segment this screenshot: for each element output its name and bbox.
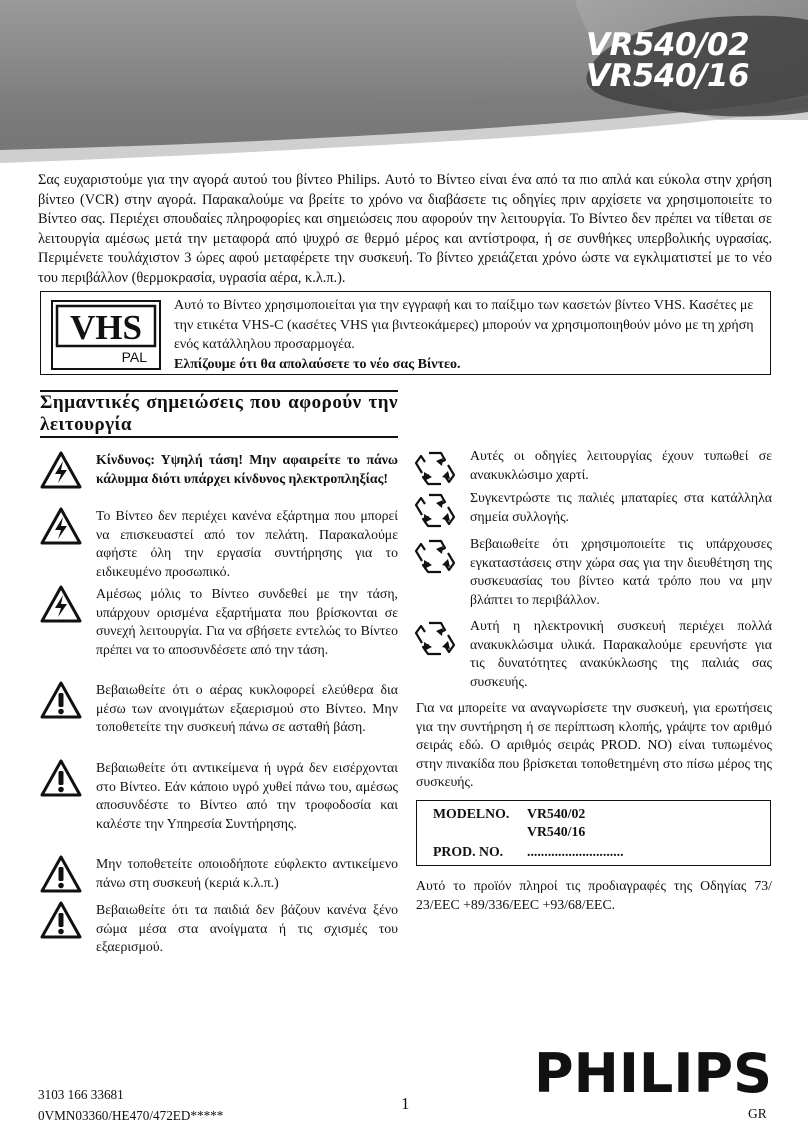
philips-logo: [532, 1042, 774, 1098]
vhs-info-box: [40, 291, 771, 375]
prod-no-value: ............................: [527, 844, 624, 859]
high-voltage-warning-icon: [40, 451, 82, 489]
warning-text: Το Βίντεο δεν περιέχει κανένα εξάρτημα που μπορεί να επισκευαστεί από τον πελάτη. Παρακαλούμε αφήστε όλη την εργασία συντήρησης για το ειδικευμένο προσωπικό.: [96, 508, 398, 579]
caution-exclamation-icon: [40, 855, 82, 893]
recycling-text: Συγκεντρώστε τις παλιές μπαταρίες στα κατάλληλα σημεία συλλογής.: [470, 490, 772, 524]
model-no-value-1: VR540/02: [527, 806, 586, 821]
caution-exclamation-icon: [40, 759, 82, 797]
vhs-info-text: [174, 296, 764, 374]
section-rule-bottom: [40, 436, 398, 438]
model-title-line-1: VR540/02: [586, 27, 750, 63]
high-voltage-warning-icon: [40, 585, 82, 623]
recycle-icon: [414, 617, 456, 659]
high-voltage-warning-icon: [40, 507, 82, 545]
serial-number-paragraph: Για να μπορείτε να αναγνωρίσετε την συσκευή, για ερωτήσεις για την συντήρηση ή σε περίπτωση κλοπής, γράψτε τον αριθμό σειράς εδώ. Ο αριθμός σειράς PROD. NO) είναι τυπωμένος στην πινακίδα που βρίσκεται τοποθετημένη στο πίσω μέρος της συσκευής.: [416, 700, 772, 790]
model-no-value-2: VR540/16: [527, 824, 586, 839]
warning-text: Μην τοποθετείτε οποιοδήποτε εύφλεκτο αντικείμενο πάνω στη συσκευή (κεριά κ.λ.π.): [96, 856, 398, 890]
prod-no-label: PROD. NO.: [433, 844, 504, 859]
warning-text: Αμέσως μόλις το Βίντεο συνδεθεί με την τάση, υπάρχουν ορισμένα εξαρτήματα που βρίσκονται σε συνεχή λειτουργία. Για να σβήσετε εντελώς το Βίντεο πρέπει να το αποσυνδέσετε από την τάση.: [96, 586, 398, 657]
footer-codes: [38, 1085, 358, 1126]
language-code: GR: [748, 1106, 767, 1121]
recycle-icon: [414, 447, 456, 489]
vhs-logo-text: VHS: [70, 308, 142, 347]
vhs-info-bold: Ελπίζουμε ότι θα απολαύσετε το νέο σας Βίντεο.: [174, 356, 461, 372]
vhs-pal-logo: [51, 300, 161, 370]
model-title-line-2: VR540/16: [586, 58, 750, 94]
footer-code-1: 3103 166 33681: [38, 1087, 124, 1102]
recycle-icon: [414, 489, 456, 531]
pal-logo-text: PAL: [121, 349, 147, 365]
model-no-label: MODELNO.: [433, 806, 510, 821]
warning-text: Βεβαιωθείτε ότι ο αέρας κυκλοφορεί ελεύθερα δια μέσω των ανοιγμάτων εξαερισμού στο Βίντεο. Μην τοποθετείτε την συσκευή πάνω σε ασταθή βάση.: [96, 682, 398, 735]
vhs-info-body: Αυτό το Βίντεο χρησιμοποιείται για την εγγραφή και το παίξιμο των κασετών βίντεο VHS. Κασέτες με την ετικέτα VHS-C (κασέτες VHS για βιντεοκάμερες) μπορούν να χρησιμοποιηθούν μόνο με τη χρήση ενός κατάλληλου προσαρμογέα.: [174, 298, 754, 353]
compliance-statement: Αυτό το προϊόν πληροί τις προδιαγραφές της Οδηγίας 73/ 23/EEC +89/336/EEC +93/68/EEC.: [416, 878, 772, 912]
recycle-icon: [414, 535, 456, 577]
header-band: [0, 0, 808, 165]
intro-paragraph: Σας ευχαριστούμε για την αγορά αυτού του βίντεο Philips. Αυτό το Βίντεο είναι ένα από τα πιο απλά και εύκολα στην χρήση βίντεο (VCR) στην αγορά. Παρακαλούμε να βρείτε το χρόνο να διαβάσετε τις οδηγίες πριν αρχίσετε να χρησιμοποιείτε το Βίντεο σας. Περιέχει σπουδαίες πληροφορίες και σημειώσεις που αφορούν την λειτουργία. Το Βίντεο δεν πρέπει να τίθεται σε λειτουργία αμέσως μετά την μεταφορά από ψυχρό σε θερμό μέρος και αντίστροφα, ή σε συνθήκες υπερβολικής υγρασίας. Περιμένετε τουλάχιστον 3 ώρες αφού μεταφέρετε την συσκευή. Το βίντεο χρειάζεται χρόνο ώστε να εγκλιματιστεί με το νέο του περιβάλλον (θερμοκρασία, υγρασία αέρα, κ.λ.π.).: [38, 172, 772, 286]
model-number-box: [416, 800, 771, 866]
warning-text: Κίνδυνος: Υψηλή τάση! Μην αφαιρείτε το πάνω κάλυμμα διότι υπάρχει κίνδυνος ηλεκτροπληξίας!: [96, 452, 398, 486]
model-title: [556, 27, 786, 94]
recycling-text: Αυτή η ηλεκτρονική συσκευή περιέχει πολλά ανακυκλώσιμα υλικά. Παρακαλούμε ερευνήστε για τις δυνατότητες ανακύκλωσης της παλιάς σας συσκευής.: [470, 618, 772, 689]
section-title: Σημαντικές σημειώσεις που αφορούν την λειτουργία: [40, 392, 398, 435]
page-number: 1: [401, 1094, 410, 1113]
caution-exclamation-icon: [40, 681, 82, 719]
recycling-text: Βεβαιωθείτε ότι χρησιμοποιείτε τις υπάρχουσες εγκαταστάσεις στην χώρα σας για την διευθέτηση της συσκευασίας του βίντεο κατά τρόπο που να μην βλάπτει το περιβάλλον.: [470, 536, 772, 607]
footer-code-2: 0VMN03360/HE470/472ED*****: [38, 1107, 224, 1123]
philips-logo-text: PHILIPS: [534, 1042, 772, 1098]
recycling-text: Αυτές οι οδηγίες λειτουργίας έχουν τυπωθεί σε ανακυκλώσιμο χαρτί.: [470, 448, 772, 482]
warning-text: Βεβαιωθείτε ότι αντικείμενα ή υγρά δεν εισέρχονται στο Βίντεο. Εάν κάποιο υγρό χυθεί πάνω του, αμέσως αποσυνδέστε το Βίντεο από την τροφοδοσία και καλέστε την Υπηρεσία Συντήρησης.: [96, 760, 398, 831]
caution-exclamation-icon: [40, 901, 82, 939]
warning-text: Βεβαιωθείτε ότι τα παιδιά δεν βάζουν κανένα ξένο σώμα μέσα στα ανοίγματα ή τις σχισμές του εξαερισμού.: [96, 902, 398, 955]
